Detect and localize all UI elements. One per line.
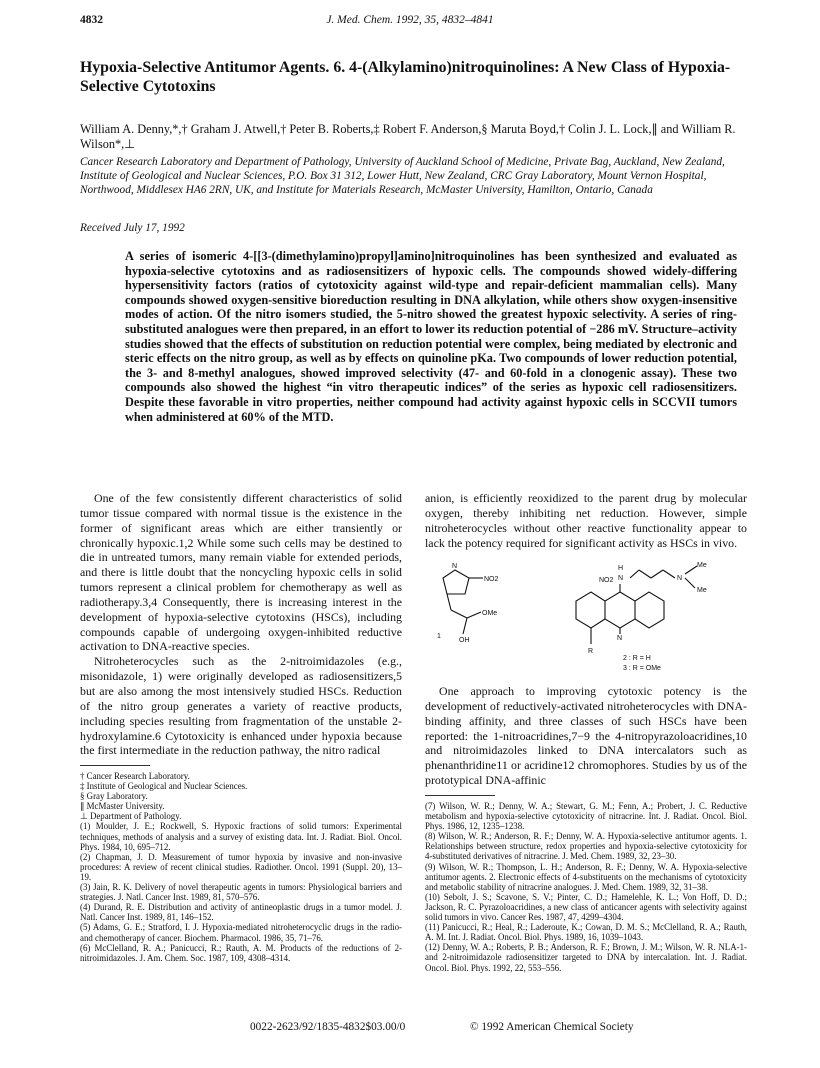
reference: (3) Jain, R. K. Delivery of novel therapeutic agents in tumors: Physiological barriers and strategies. J. Natl. Cancer Inst. 1989, 81, 570–576.	[80, 882, 402, 903]
page-number: 4832	[80, 14, 103, 26]
author-list: William A. Denny,*,† Graham J. Atwell,† Peter B. Roberts,‡ Robert F. Anderson,§ Maruta Boyd,† Colin J. L. Lock,∥ and William R. Wilson*,⊥	[80, 122, 736, 151]
footnotes-right	[425, 801, 747, 973]
reference: (11) Panicucci, R.; Heal, R.; Laderoute, K.; Cowan, D. M. S.; McClelland, R. A.; Rauth, A. M. Int. J. Radiat. Oncol. Biol. Phys. 1989, 16, 1039–1043.	[425, 922, 747, 943]
copyright-code: 0022-2623/92/1835-4832$03.00/0	[250, 1021, 406, 1033]
reference: (6) McClelland, R. A.; Panicucci, R.; Rauth, A. M. Products of the reductions of 2-nitroimidazoles. J. Am. Chem. Soc. 1987, 109, 4308–4314.	[80, 942, 402, 963]
hydroxyl-label: OH	[459, 637, 470, 644]
body-paragraph: anion, is efficiently reoxidized to the parent drug by molecular oxygen, thereby inhibiting net reduction. However, simple nitroheterocycles without other reactive functionality appear to lack the potency required for significant activity as HSCs in vivo.	[425, 491, 747, 550]
reference: (10) Sebolt, J. S.; Scavone, S. V.; Pinter, C. D.; Hamelehle, K. L.; Von Hoff, D. D.; Jackson, R. C. Pyrazoloacridines, a new class of anticancer agents with selectivity against solid tumors in vivo. Cancer Res. 1987, 47, 4299–4304.	[425, 891, 747, 923]
atom-n: N	[452, 563, 458, 570]
nitro-label: NO2	[484, 576, 499, 583]
nitro-label: NO2	[599, 577, 614, 584]
chemical-structures-figure	[425, 560, 755, 678]
methyl-label: Me	[697, 587, 707, 594]
body-right-column	[425, 491, 747, 550]
reference: (5) Adams, G. E.; Stratford, I. J. Hypoxia-mediated nitroheterocyclic drugs in the radio- and chemotherapy of cancer. Biochem. Pharmacol. 1986, 35, 71–76.	[80, 922, 402, 943]
body-paragraph: One of the few consistently different characteristics of solid tumor tissue compared with normal tissue is the existence in the former of significant areas which are either transiently or chronically hypoxic.1,2 While some such cells may be destined to die in untreated tumors, many remain viable for extended periods, and there is little doubt that the noncycling hypoxic cells in solid tumors represent a clinical problem for chemotherapy as well as radiotherapy.3,4 Consequently, there is increasing interest in the development of hypoxia-selective cytotoxins (HSCs), including compounds capable of undergoing oxygen-inhibited reductive activation to DNA-reactive species.	[80, 491, 402, 654]
body-paragraph: Nitroheterocycles such as the 2-nitroimidazoles (e.g., misonidazole, 1) were originally developed as radiosensitizers,5 but are also among the most intensively studied HSCs. Reduction of the nitro group generates a variety of reactive products, including species resulting from fragmentation of the unstable 2-hydroxylamine.6 Cytotoxicity is enhanced under hypoxia because the first intermediate in the reduction pathway, the nitro radical	[80, 654, 402, 758]
methoxy-label: OMe	[482, 610, 498, 617]
article-title: Hypoxia-Selective Antitumor Agents. 6. 4-(Alkylamino)nitroquinolines: A New Class of Hypoxia-Selective Cytotoxins	[80, 59, 731, 95]
compound-label: 2 : R = H	[623, 655, 651, 662]
methyl-label: Me	[697, 562, 707, 569]
reference: (9) Wilson, W. R.; Thompson, L. H.; Anderson, R. F.; Denny, W. A. Hypoxia-selective antitumor agents. 2. Electronic effects of 4-substituents on the mechanisms of cytotoxicity and metabolic stability of nitracrine analogues. J. Med. Chem. 1989, 32, 31–38.	[425, 861, 747, 892]
footnotes-left	[80, 771, 402, 963]
footnote: † Cancer Research Laboratory.	[80, 771, 190, 781]
journal-citation: J. Med. Chem. 1992, 35, 4832–4841	[326, 14, 494, 26]
reference: (1) Moulder, J. E.; Rockwell, S. Hypoxic fractions of solid tumors: Experimental techniques, methods of analysis and a survey of existing data. Int. J. Radiat. Biol. Oncol. Phys. 1984, 10, 695–712.	[80, 821, 402, 852]
footnote: § Gray Laboratory.	[80, 791, 148, 802]
body-left-column	[80, 491, 402, 758]
compound-label: 3 : R = OMe	[623, 665, 661, 672]
reference: (12) Denny, W. A.; Roberts, P. B.; Anderson, R. F.; Brown, J. M.; Wilson, W. R. NLA-1- and 2-nitroimidazole radiosensitizer targeted to DNA by intercalation. Int. J. Radiat. Oncol. Biol. Phys. 1992, 22, 553–556.	[425, 942, 747, 973]
substituent-r: R	[588, 648, 594, 655]
copyright-notice: © 1992 American Chemical Society	[470, 1021, 634, 1033]
footnote-rule	[425, 795, 495, 796]
compound-number: 1	[437, 633, 441, 640]
footnote: ‡ Institute of Geological and Nuclear Sciences.	[80, 781, 248, 792]
affiliations: Cancer Research Laboratory and Department of Pathology, University of Auckland School of Medicine, Private Bag, Auckland, New Zealand, Institute of Geological and Nuclear Sciences, P.O. Box 31 312, Lower Hutt, New Zealand, CRC Gray Laboratory, Mount Vernon Hospital, Northwood, Middlesex HA6 2RN, UK, and Institute for Materials Research, McMaster University, Hamilton, Ontario, Canada	[80, 156, 725, 196]
abstract: A series of isomeric 4-[[3-(dimethylamino)propyl]amino]nitroquinolines has been synthesized and evaluated as hypoxia-selective cytotoxins and as radiosensitizers of hypoxic cells. The compounds showed widely-differing hypersensitivity factors (ratios of cytotoxicity against wild-type and repair-deficient mammalian cells). Many compounds showed oxygen-sensitive bioreduction resulting in DNA alkylation, while others show oxygen-insensitive modes of action. Of the nitro isomers studied, the 5-nitro showed the greatest hypoxic selectivity. A series of ring-substituted analogues were then prepared, in an effort to lower its reduction potential of −286 mV. Structure–activity studies showed that the effects of substitution on reduction potential were complex, being mediated by electronic and steric effects on the nitro group, as well as by effects on quinoline pKa. Two compounds of lower reduction potential, the 3- and 8-methyl analogues, showed improved selectivity (47- and 60-fold in a clonogenic assay). These two compounds also showed the highest “in vitro therapeutic indices” of the series as hypoxic cell radiosensitizers. Despite these favorable in vitro properties, neither compound had activity against hypoxic cells in SCCVII tumors when administered at 60% of the MTD.	[125, 249, 737, 424]
ring-nitrogen: N	[617, 635, 623, 642]
atom-h: H	[618, 565, 624, 572]
reference: (2) Chapman, J. D. Measurement of tumor hypoxia by invasive and non-invasive procedures: A review of recent clinical studies. Radiother. Oncol. 1991 (Suppl. 20), 13–19.	[80, 851, 402, 882]
body-right-column-cont	[425, 684, 747, 788]
footnote-rule	[80, 765, 150, 766]
footnote: ⊥ Department of Pathology.	[80, 811, 182, 822]
body-paragraph: One approach to improving cytotoxic potency is the development of reductively-activated nitroheterocycles with DNA-binding affinity, and three classes of such HSCs have been reported: the 1-nitroacridines,7−9 the 4-nitropyrazoloacridines,10 and nitroimidazoles linked to DNA intercalators such as phenanthridine11 or acridine12 chromophores. Studies by us of the prototypical DNA-affinic	[425, 684, 747, 788]
footnote: ∥ McMaster University.	[80, 801, 165, 812]
received-date: Received July 17, 1992	[80, 222, 185, 234]
atom-n: N	[618, 575, 624, 582]
reference: (4) Durand, R. E. Distribution and activity of antineoplastic drugs in a tumor model. J. Natl. Cancer Inst. 1989, 81, 146–152.	[80, 902, 402, 923]
reference: (7) Wilson, W. R.; Denny, W. A.; Stewart, G. M.; Fenn, A.; Probert, J. C. Reductive metabolism and hypoxia-selective cytotoxicity of nitracrine. Int. J. Radiat. Oncol. Biol. Phys. 1986, 12, 1235–1238.	[425, 801, 747, 832]
reference: (8) Wilson, W. R.; Anderson, R. F.; Denny, W. A. Hypoxia-selective antitumor agents. 1. Relationships between structure, redox properties and hypoxia-selective cytotoxicity for 4-substituted derivatives of nitracrine. J. Med. Chem. 1989, 32, 23–30.	[425, 831, 747, 862]
atom-n: N	[677, 575, 683, 582]
